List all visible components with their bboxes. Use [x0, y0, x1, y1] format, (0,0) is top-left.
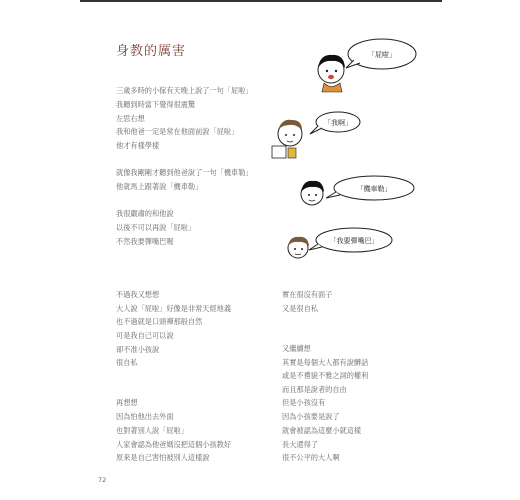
- text-line: 但是小孩沒有: [282, 398, 326, 407]
- text-line: 以後不可以再說「屁啦」: [116, 223, 196, 232]
- text-line: 我很嚴肅的和他說: [116, 209, 174, 218]
- illustration-boy: [284, 224, 404, 269]
- bubble-text: 「我啊」: [324, 119, 352, 127]
- text-line: 我和他爸一定是常在他面前說「屁啦」: [116, 127, 239, 136]
- text-line: 可是我自己可以說: [116, 331, 174, 340]
- text-line: 因為怕他出去外面: [116, 412, 174, 421]
- text-line: 就像我剛剛才聽到他爸說了一句「機車勒」: [116, 168, 253, 177]
- text-line: 他就馬上跟著說「機車勒」: [116, 182, 203, 191]
- text-line: 三歲多時的小傢有天晚上說了一句「屁啦」: [116, 86, 253, 95]
- bubble-text: 「屁啦」: [368, 51, 396, 59]
- text-line: 不過我又想想: [116, 290, 160, 299]
- text-line: 因為小孩要是說了: [282, 412, 340, 421]
- text-line: 又是很自私: [282, 304, 318, 313]
- text-line: 而且那是說者的自由: [282, 385, 347, 394]
- text-line: 也對著別人說「屁啦」: [116, 426, 188, 435]
- text-line: 我聽到時當下覺得很震驚: [116, 100, 196, 109]
- text-line: 不然我要彈嘴巴喔: [116, 237, 174, 246]
- illustration-girl-2: [296, 172, 426, 217]
- text-line: 原來是自己害怕被別人這樣說: [116, 453, 210, 462]
- illustration-girl-1: [310, 30, 430, 100]
- text-line: 卻不准小孩說: [116, 345, 160, 354]
- page-title: 身教的厲害: [116, 44, 187, 59]
- text-line: 大人說「屁啦」好像是非常天經地義: [116, 304, 232, 313]
- bubble-text: 「我要彈嘴巴」: [329, 237, 379, 245]
- text-line: 就會被認為這麼小就這樣: [282, 426, 362, 435]
- text-line: 長大還得了: [282, 440, 318, 449]
- text-line: 左思右想: [116, 114, 145, 123]
- page-number: 72: [98, 476, 107, 484]
- text-line: 很自私: [116, 358, 138, 367]
- text-line: 很不公平的大人啊: [282, 453, 340, 462]
- bubble-text: 「機車勒」: [356, 185, 392, 193]
- text-line: 實在很沒有面子: [282, 290, 333, 299]
- top-rule: [80, 0, 442, 2]
- illustration-man: [266, 108, 376, 168]
- text-line: 再想想: [116, 398, 138, 407]
- text-line: 又繼續想: [282, 344, 311, 353]
- text-line: 也不過就是口頭禪那般自然: [116, 317, 203, 326]
- text-line: 他才有樣學樣: [116, 141, 160, 150]
- text-line: 或是不禮貌不雅之詞的權利: [282, 371, 369, 380]
- text-line: 人家會認為他爸媽沒把這個小孩教好: [116, 440, 232, 449]
- text-line: 其實是每個大人都有說髒話: [282, 358, 369, 367]
